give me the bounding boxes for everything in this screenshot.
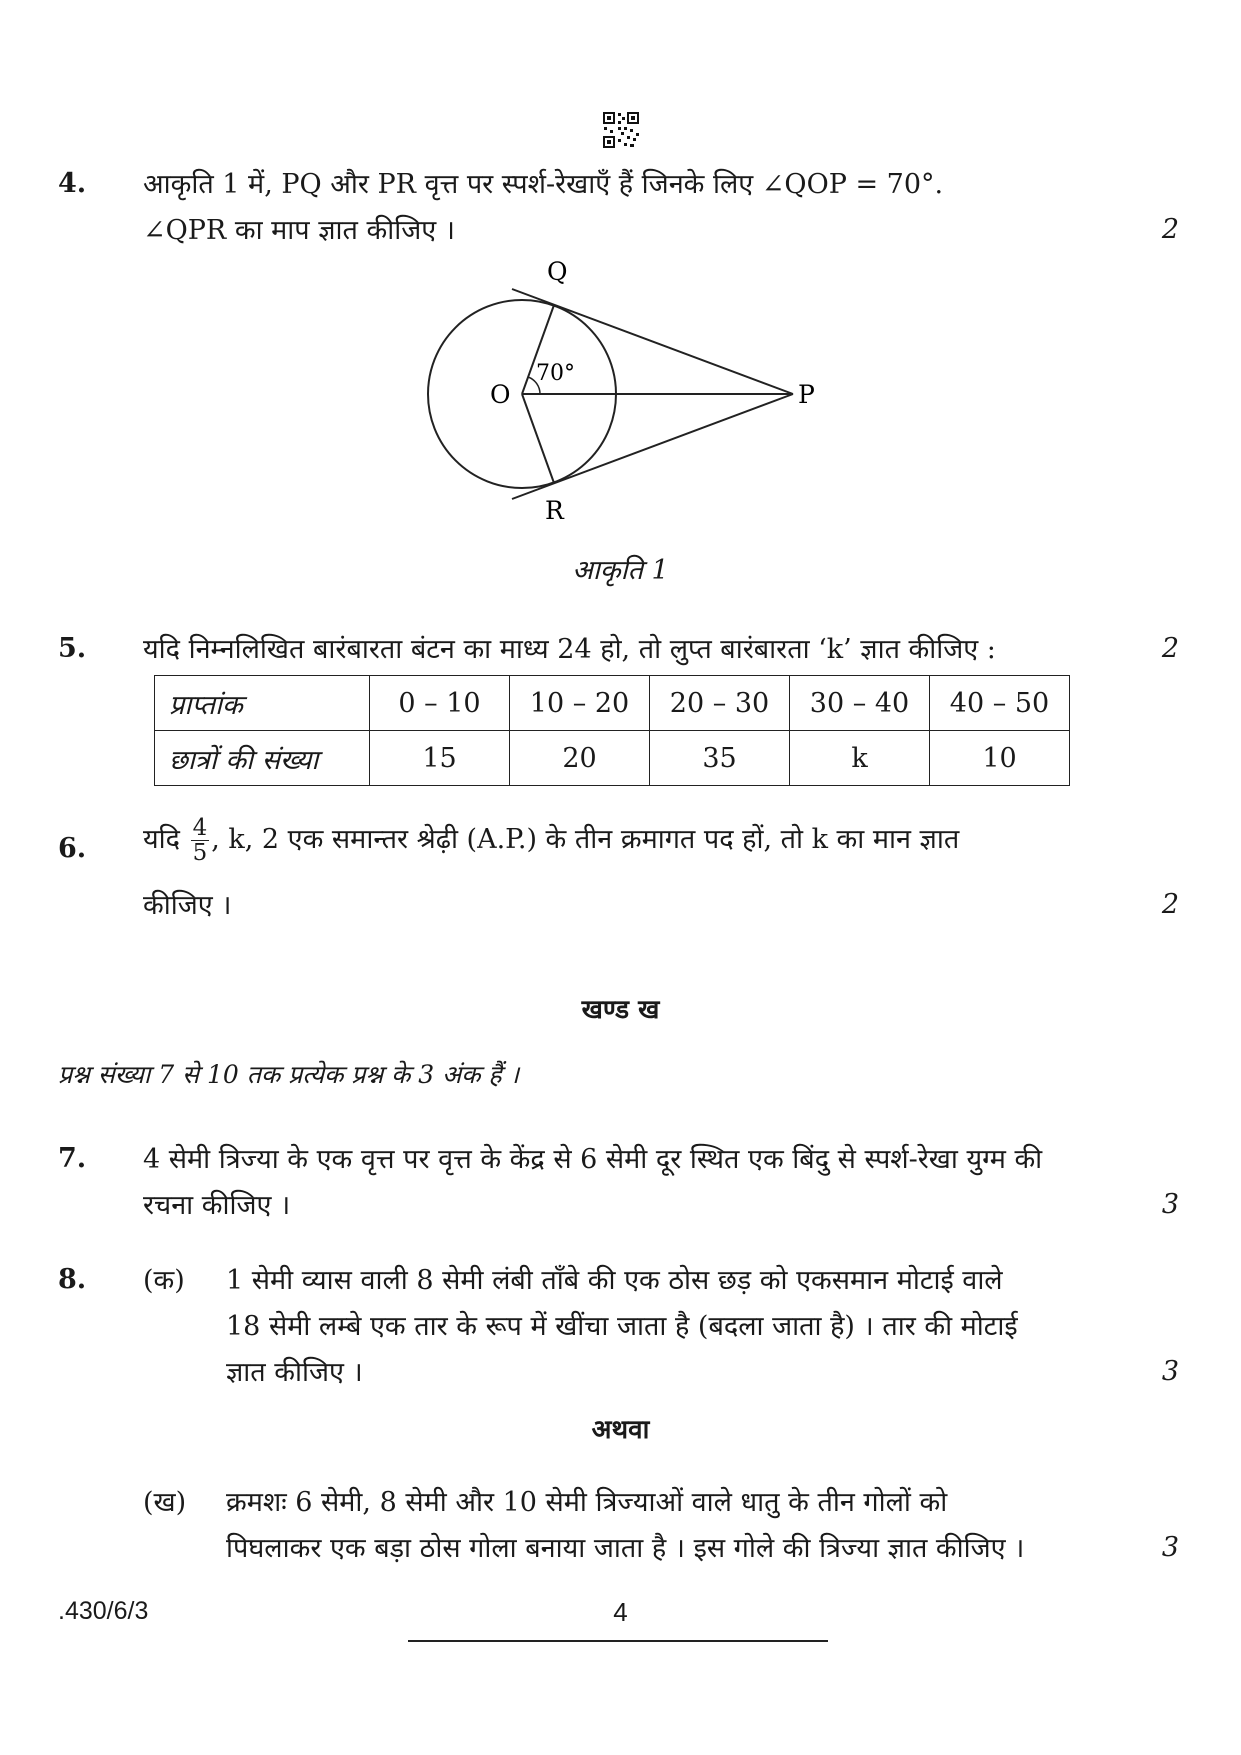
question-7-marks: 3: [1161, 1189, 1179, 1220]
tangent-pr: [512, 394, 793, 499]
table-frequency-cell: 35: [650, 731, 790, 786]
question-5-text: यदि निम्नलिखित बारंबारता बंटन का माध्य 24 हो, तो लुप्त बारंबारता ‘k’ ज्ञात कीजिए :: [143, 634, 996, 665]
question-6-rest: , k, 2 एक समान्तर श्रेढ़ी (A.P.) के तीन क्रमागत पद हों, तो k का मान ज्ञात: [211, 824, 960, 855]
fraction-numerator: 4: [192, 815, 208, 841]
label-p: P: [798, 380, 815, 409]
table-class-cell: 30 – 40: [790, 676, 930, 731]
question-8a-line-2: 18 सेमी लम्बे एक तार के रूप में खींचा जाता है (बदला जाता है) । तार की मोटाई: [226, 1311, 1018, 1342]
frequency-table: [154, 675, 1070, 786]
part-b-label: (ख): [143, 1487, 187, 1518]
table-row: [155, 731, 1070, 786]
question-7-line-1: 4 सेमी त्रिज्या के एक वृत्त पर वृत्त के केंद्र से 6 सेमी दूर स्थित एक बिंदु से स्पर्श-रेखा युग्म की: [143, 1144, 1043, 1175]
question-8b-marks: 3: [1161, 1532, 1179, 1563]
question-4-line-2: ∠QPR का माप ज्ञात कीजिए ।: [143, 215, 455, 246]
question-8b-line-2: पिघलाकर एक बड़ा ठोस गोला बनाया जाता है । इस गोले की त्रिज्या ज्ञात कीजिए ।: [226, 1533, 1025, 1564]
radius-or: [522, 394, 554, 483]
angle-label: 70°: [536, 361, 575, 386]
section-title: खण्ड ख: [581, 995, 660, 1025]
table-frequency-cell: k: [790, 731, 930, 786]
table-row: [155, 676, 1070, 731]
question-5-marks: 2: [1161, 633, 1179, 664]
footer-rule: [408, 1640, 828, 1642]
table-class-cell: 10 – 20: [510, 676, 650, 731]
label-o: O: [490, 380, 511, 409]
table-header-label: प्राप्तांक: [155, 676, 370, 731]
section-instruction: प्रश्न संख्या 7 से 10 तक प्रत्येक प्रश्न के 3 अंक हैं ।: [58, 1060, 520, 1089]
question-8a-line-1: 1 सेमी व्यास वाली 8 सेमी लंबी ताँबे की एक ठोस छड़ को एकसमान मोटाई वाले: [226, 1265, 1003, 1296]
question-number-7: 7.: [58, 1143, 87, 1174]
question-8a-line-3: ज्ञात कीजिए ।: [226, 1357, 363, 1388]
part-a-label: (क): [143, 1265, 185, 1296]
question-6-prefix: यदि: [143, 824, 180, 855]
question-6-marks: 2: [1161, 889, 1179, 920]
question-8b-line-1: क्रमशः 6 सेमी, 8 सेमी और 10 सेमी त्रिज्याओं वाले धातु के तीन गोलों को: [226, 1487, 948, 1518]
table-frequency-cell: 20: [510, 731, 650, 786]
label-r: R: [545, 496, 564, 525]
fraction: [191, 816, 210, 865]
page-number: 4: [613, 1597, 628, 1627]
question-7-line-2: रचना कीजिए ।: [143, 1190, 291, 1221]
table-frequency-cell: 10: [930, 731, 1070, 786]
question-4-marks: 2: [1161, 214, 1179, 245]
question-number-5: 5.: [58, 633, 87, 664]
qr-code-icon: [602, 111, 640, 149]
question-number-8: 8.: [58, 1264, 87, 1295]
tangent-figure: [400, 260, 840, 525]
or-divider: अथवा: [591, 1415, 650, 1445]
question-number-4: 4.: [58, 168, 87, 199]
figure-caption: आकृति 1: [572, 555, 669, 586]
label-q: Q: [547, 260, 568, 286]
table-class-cell: 40 – 50: [930, 676, 1070, 731]
paper-code: .430/6/3: [58, 1597, 149, 1625]
question-6-line-1: [143, 810, 1123, 870]
question-number-6: 6.: [58, 833, 87, 864]
table-class-cell: 20 – 30: [650, 676, 790, 731]
fraction-denominator: 5: [192, 840, 208, 866]
table-row-label: छात्रों की संख्या: [155, 731, 370, 786]
table-class-cell: 0 – 10: [370, 676, 510, 731]
question-6-line-2: कीजिए ।: [143, 890, 232, 921]
question-4-line-1: आकृति 1 में, PQ और PR वृत्त पर स्पर्श-रेखाएँ हैं जिनके लिए ∠QOP = 70°.: [143, 169, 944, 200]
question-8a-marks: 3: [1161, 1356, 1179, 1387]
table-frequency-cell: 15: [370, 731, 510, 786]
